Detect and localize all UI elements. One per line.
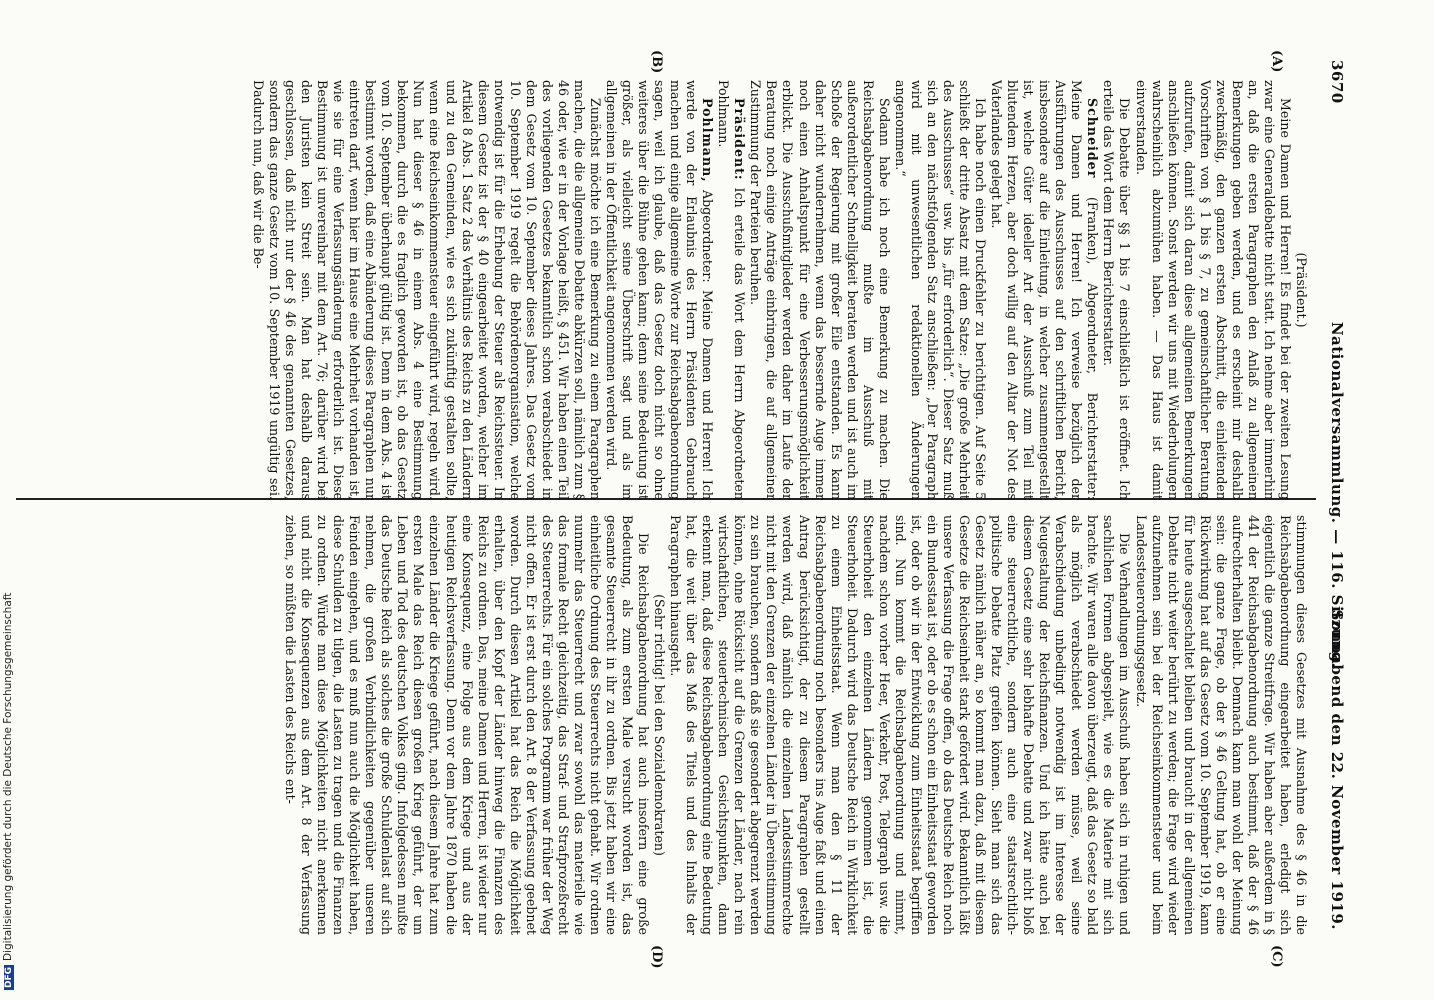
page-title: Nationalversammlung. — 116. Sitzung. <box>1328 321 1346 669</box>
right-column <box>49 515 1309 935</box>
paragraph: Zunächst möchte ich eine Bemerkung zu einem Paragraphen machen, die die allgemeine Debatte abkürzen soll, nämlich zum § 46 oder, wie er in der Vorlage heißt, § 451. Wir haben einen Teil des vorliegenden Gesetzes bekanntlich schon verabschiedet in dem Gesetz vom 10. September dieses Jahres. Das Gesetz vom 10. September 1919 regelt die Behördenorganisation, welche notwendig ist für die Erhebung der Steuer als Reichssteuer. In diesem Gesetz ist der § 40 eingearbeitet worden, welcher im Artikel 8 Abs. 1 Satz 2 das Verhältnis des Reichs zu den Ländern und zu den Gemeinden, wie es sich zukünftig gestalten sollte, wenn eine Reichseinkommensteuer eingeführt wird, regeln wird. Nun hat dieser § 46 in einem Abs. 4 eine Bestimmung bekommen, durch die es fraglich geworden ist, ob das Gesetz vom 10. September überhaupt gültig ist. Denn in dem Abs. 4 ist bestimmt worden, daß eine Abänderung dieses Paragraphen nur eintreten darf, wenn hier im Hause eine Mehrheit vorhanden ist, wie sie für eine Verfassungsänderung erforderlich ist. Diese Bestimmung ist unvereinbar mit dem Art. 76; darüber wird bei den Juristen kein Streit sein. Man hat deshalb daraus geschlossen, daß nicht nur der § 46 des genannten Gesetzes, sondern das ganze Gesetz vom 10. September 1919 ungültig sei. Dadurch nun, daß wir die Be- <box>250 80 603 500</box>
speaker-heading: (Präsident.) <box>1294 252 1309 328</box>
speaker-name: Schneider <box>1085 98 1101 179</box>
paragraph <box>988 80 1100 500</box>
credit-text: Digitalisierung gefördert durch die Deutsche Forschungsgemeinschaft <box>2 592 14 961</box>
speech-text: Ich erteile das Wort dem Herrn Abgeordneten Pohlmann. <box>716 80 748 500</box>
speaker-name: Präsident: <box>732 98 748 181</box>
paragraph: Die Verhandlungen im Ausschuß haben sich in ruhigen und sachlichen Formen abgespielt, wie es die Materie mit sich brachte. Wir waren alle davon überzeugt, daß das Gesetz so bald als möglich verabschiedet werden müsse, weil seine Verabschiedung unbedingt notwendig ist im Interesse der Neugestaltung der Reichsfinanzen. Und ich hätte auch bei diesem Gesetz eine sehr lebhafte Debatte und zwar nicht bloß eine steuerrechtliche, sondern auch eine staatsrechtlich-politische Debatte Platz greifen können. Sieht man sich das Gesetz nämlich näher an, so kommt man dazu, daß mit diesem Gesetze die Reichseinheit stark gefördert wird. Bekanntlich läßt unsere Verfassung die Frage offen, ob das Deutsche Reich noch ein Bundesstaat ist, oder ob es schon ein Einheitsstaat geworden ist, oder ob wir in der Entwicklung zum Einheitsstaat begriffen sind. Nun kommt die Reichsabgabenordnung und nimmt, nachdem schon vorher Heer, Verkehr, Post, Telegraph usw. die Steuerhoheit den einzelnen Ländern genommen ist, die Steuerhoheit. Dadurch wird das Deutsche Reich in Wirklichkeit zu einem Einheitsstaat. Wenn man den § 11 der Reichsabgabenordnung noch besonders ins Auge faßt und einen Antrag berücksichtigt, der zu diesem Paragraphen gestellt werden wird, daß nämlich die einzelnen Landesstimmrechte nicht mit den Grenzen der einzelnen Länder in Übereinstimmung zu sein brauchen, sondern daß sie gesondert abgegrenzt werden können, ohne Rücksicht auf die Grenzen der Länder, nach rein wirtschaftlichen, steuertechnischen Gesichtspunkten, dann erkennt man, daß diese Reichsabgabenordnung eine Bedeutung hat, die weit über das Maß des Titels und des Inhalts der Paragraphen hinausgeht. <box>668 515 1133 935</box>
margin-marker-d: (D) <box>649 945 664 969</box>
paragraph <box>715 80 747 500</box>
page-number: 3670 <box>1328 60 1346 104</box>
margin-marker-c: (C) <box>1269 945 1284 968</box>
left-column <box>49 80 1309 500</box>
dfg-logo-icon: DFG <box>4 966 14 988</box>
paragraph <box>603 80 715 500</box>
margin-marker-a: (A) <box>1269 50 1284 73</box>
paragraph: Ich habe noch einen Druckfehler zu berichtigen. Auf Seite 5 schließt der dritte Absatz mit dem Satze: „Die große Mehrheit des Ausschusses“ usw. bis „für erforderlich“. Dieser Satz muß sich an den nächstfolgenden Satz anschließen: „Der Paragraph wird mit unwesentlichen redaktionellen Änderungen angenommen.“ <box>892 80 989 500</box>
interjection: (Sehr richtig! bei den Sozialdemokraten) <box>652 594 668 856</box>
digitization-credit <box>2 2 16 990</box>
paragraph: Die Debatte über §§ 1 bis 7 einschließlich ist eröffnet. Ich erteile das Wort dem Herrn Berichterstatter. <box>1101 80 1133 500</box>
paragraph: Sodann habe ich noch eine Bemerkung zu machen. Die Reichsabgabenordnung mußte im Ausschuß mit außerordentlicher Schnelligkeit beraten werden und ist auch im Schoße der Regierung mit großer Eile entstanden. Es kann daher nicht wundernehmen, wenn das bessernde Auge immer noch einen Anhaltspunkt für eine Verbesserungsmöglichkeit erblickt. Die Ausschußmitglieder werden daher im Laufe der Beratung noch einige Anträge einbringen, die auf allgemeiner Zustimmung der Parteien beruhen. <box>748 80 892 500</box>
session-date: Sonnabend den 22. November 1919. <box>1328 609 1346 930</box>
paragraph: Meine Damen und Herren! Es findet bei der zweiten Lesung zwar eine Generaldebatte nicht statt. Ich nehme aber immerhin an, daß die ersten Paragraphen den Anlaß zu allgemeinen Bemerkungen geben werden, und es erscheint mir deshalb zweckmäßig, den ganzen ersten Abschnitt, die einleitenden Vorschriften von § 1 bis § 7, zu gemeinschaftlicher Beratung aufzurufen, damit sich daran diese allgemeinen Bemerkungen anschließen können. Sonst werden wir uns mit Wiederholungen wahrscheinlich abzumühen haben. — Das Haus ist damit einverstanden. <box>1133 80 1293 500</box>
speech-text: (Franken), Abgeordneter, Berichterstatter: Meine Damen und Herren! Ich verweise bezüglich der Ausführungen des Ausschusses auf den schriftlichen Bericht, insbesondere auf die Einleitung, in welcher zusammengestellt ist, welche Güter ideeller Art der Ausschuß zum Teil mit blutendem Herzen, aber doch willig auf den Altar der Not des Vaterlandes gelegt hat. <box>989 80 1101 500</box>
paragraph: Die Reichsabgabenordnung hat auch insofern eine große Bedeutung, als zum ersten Male versucht worden ist, das gesamte Steuerrecht in ihr zu ordnen. Bis jetzt haben wir eine einheitliche Ordnung des Steuerrechts nicht gehabt. Wir ordnen nunmehr das Steuerrecht und zwar sowohl das materielle wie das formale Recht gleichzeitig, das Straf- und Strafprozeßrecht des Steuerrechts. Für ein solches Programm war früher der Weg nicht offen. Er ist erst durch den Art. 8 der Verfassung geebnet worden. Durch diesen Artikel hat das Reich die Möglichkeit erhalten, über den Kopf der Länder hinweg die Finanzen des Reichs zu ordnen. Das, meine Damen und Herren, ist wieder nur eine Konsequenz, eine Folge aus dem Kriege und aus der heutigen Reichsverfassung. Denn vor dem Jahre 1870 haben die einzelnen Länder die Kriege geführt, nach diesem Jahre hat zum ersten Male das Reich diesen großen Krieg geführt, der um Leben und Tod des deutschen Volkes ging. Infolgedessen mußte das Deutsche Reich als solches die große Schuldenlast auf sich nehmen, die großen Verbindlichkeiten gegenüber unseren Feinden eingehen, und es muß nun auch die Möglichkeit haben, diese Schulden zu tilgen, die Lasten zu tragen und die Finanzen zu ordnen. Würde man diese Möglichkeiten nicht anerkennen und nicht die Konsequenzen aus dem Art. 8 der Verfassung ziehen, so müßten die Lasten des Reichs ent- <box>283 515 652 935</box>
speech-text: Abgeordneter: Meine Damen und Herren! Ich werde von der Erlaubnis des Herrn Präsidenten Gebrauch machen und einige allgemeine Worte zur Reichsabgabenordnung sagen, weil ich glaube, daß das Gesetz doch nicht so ohne weiteres über die Bühne gehen kann; denn seine Bedeutung ist größer, als vielleicht seine Überschrift sagt und als im allgemeinen in der Öffentlichkeit angenommen werden wird. <box>603 80 716 500</box>
page-header <box>1322 60 1346 930</box>
speaker-name: Pohlmann, <box>700 98 716 183</box>
margin-marker-b: (B) <box>649 50 664 74</box>
paragraph: stimmungen dieses Gesetzes mit Ausnahme des § 46 in die Reichsabgabenordnung eingearbeitet haben, erledigt sich eigentlich die ganze Streitfrage. Wir haben aber außerdem in § 441 der Reichsabgabenordnung auch bestimmt, daß der § 46 aufrechterhalten bleibt. Demnach kann man wohl der Meinung sein: die ganze Frage, ob der § 46 Geltung hat, ob er eine Rückwirkung hat auf das Gesetz vom 10. September 1919, kann für heute ausgeschaltet bleiben und braucht in der allgemeinen Debatte nicht weiter berührt zu werden; die Frage wird wieder aufzunehmen sein bei der Reichseinkommensteuer und beim Landessteuerordnungsgesetz. <box>1133 515 1309 935</box>
